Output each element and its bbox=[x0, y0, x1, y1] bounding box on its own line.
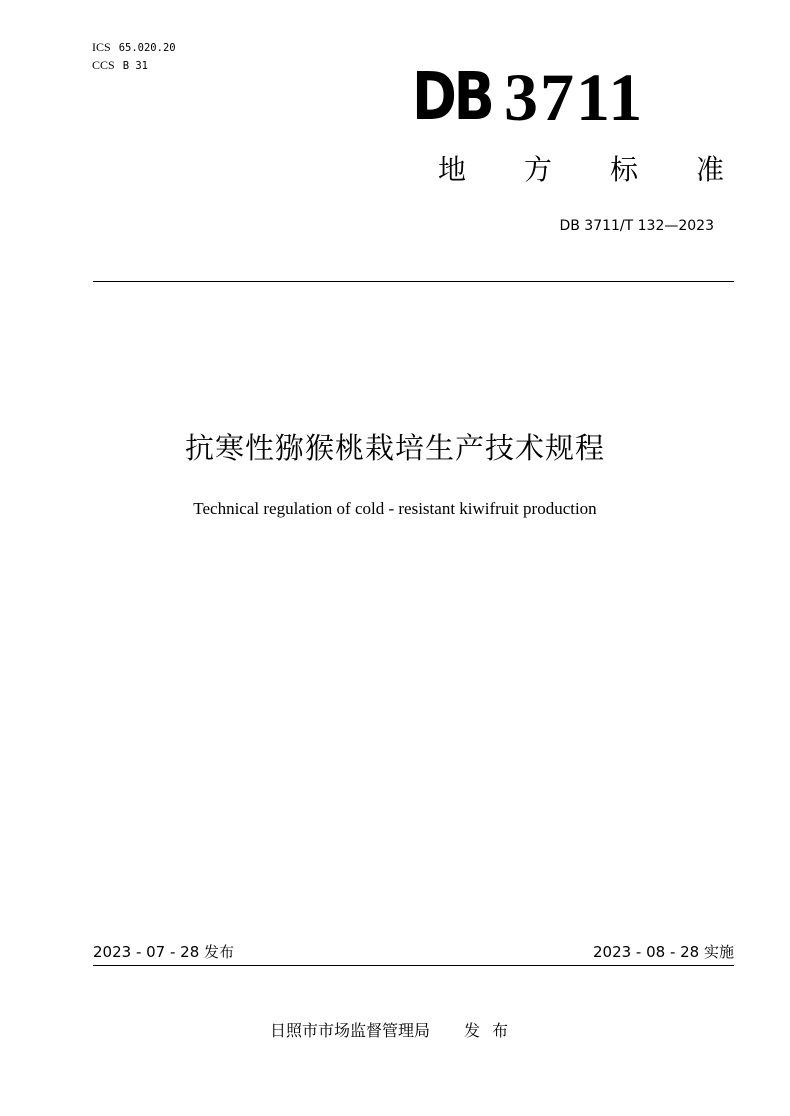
ics-label: ICS bbox=[92, 40, 111, 54]
footer-divider bbox=[93, 965, 734, 966]
document-title-chinese: 抗寒性猕猴桃栽培生产技术规程 bbox=[184, 431, 605, 465]
logo-prefix: DB bbox=[412, 58, 492, 135]
standard-number: DB 3711/T 132—2023 bbox=[559, 218, 714, 234]
ics-code: 65.020.20 bbox=[118, 42, 176, 54]
document-title-english: Technical regulation of cold - resistant kiwifruit production bbox=[193, 499, 597, 518]
ccs-code: B 31 bbox=[122, 60, 148, 72]
ics-classification bbox=[92, 40, 176, 55]
implementation-date: 2023 - 08 - 28 实施 bbox=[592, 943, 734, 961]
issuer-line bbox=[0, 1020, 790, 1042]
standard-type: 地方标准 bbox=[438, 153, 783, 186]
logo-code: 3711 bbox=[504, 59, 645, 135]
issue-date: 2023 - 07 - 28 发布 bbox=[93, 943, 235, 961]
issuer-name: 日照市市场监督管理局 bbox=[269, 1021, 430, 1040]
standard-logo bbox=[412, 58, 645, 135]
ccs-classification bbox=[92, 58, 148, 73]
header-divider bbox=[93, 281, 734, 282]
ccs-label: CCS bbox=[92, 58, 115, 72]
issuer-action: 发布 bbox=[464, 1021, 521, 1040]
